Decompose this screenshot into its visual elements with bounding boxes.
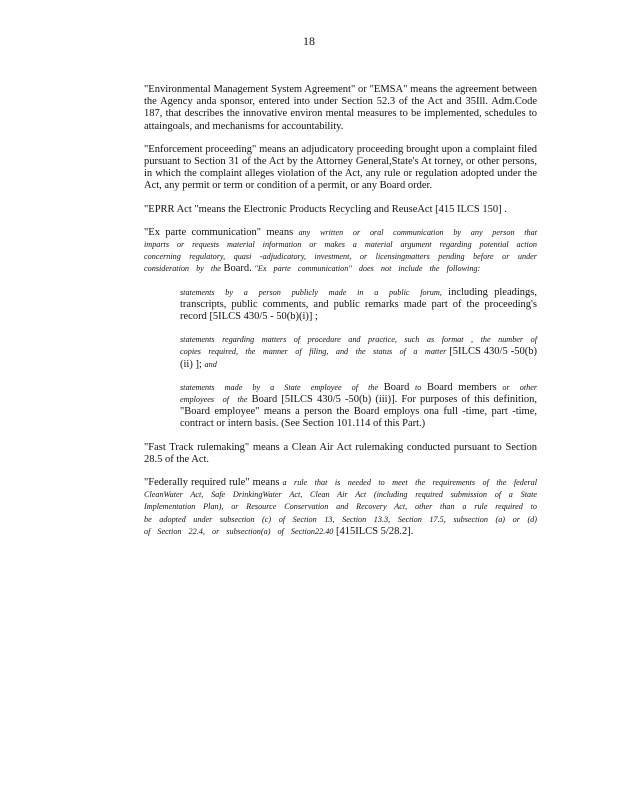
definition-ex-parte-communication — [144, 227, 537, 276]
item2-citation: [5ILCS 430/5 -50(b)(ii) ]; — [180, 346, 537, 370]
ex-parte-exclusion-intro: "Ex parte communication" does not include the following: — [254, 264, 481, 274]
term-ex-parte: "Ex parte communication" means — [144, 226, 294, 238]
item3-text: Board [5ILCS 430/5 -50(b) (iii)]. For purposes of this definition, "Board employee" means a person the Board employs ona full -time, part -time, contract or intern basis. (See Section 101.114 of this Part.) — [180, 394, 538, 430]
definition-emsa: "Environmental Management System Agreement" or "EMSA" means the agreement between the Agency anda sponsor, entered into under Section 52.3 of the Act and 35Ill. Adm.Code 187, that describes the innovative environ mental measures to be implemented, schedules to attaingoals, and mechanisms for accountability. — [144, 84, 537, 132]
item3-board-1: Board — [383, 381, 410, 393]
federal-citation: [415ILCS 5/28.2]. — [336, 525, 414, 537]
ex-parte-statutory-text: any written or oral communication by any person that imparts or requests material information or makes a material argument regarding potential action concerning regulatory, quasi -adjudicatory, investment, or licensingmatters pending before or under consideration by the — [144, 227, 537, 274]
item1-text: including pleadings, transcripts, public comments, and public remarks made part of the proceeding's record [5ILCS 430/5 - 50(b)(i)] ; — [180, 286, 538, 323]
definition-fast-track-rulemaking: "Fast Track rulemaking" means a Clean Air Act rulemaking conducted pursuant to Section 28.5 of the Act. — [144, 441, 537, 465]
board-word: Board. — [223, 263, 252, 275]
federal-statutory-text: a rule that is needed to meet the requirements of the federal CleanWater Act, Safe DrinkingWater Act, Clean Air Act (including required submission of a State Implementation Plan), or Resource Conservation and Recovery Act, other than a rule required to be adopted under subsection (c) of Section 13, Section 13.3, Section 17.5, subsection (a) or (d) of Section 22.4, or subsection(a) of Section22.40 — [144, 478, 538, 536]
item1-statutory-text: statements by a person publicly made in a public forum, — [180, 287, 442, 297]
definition-enforcement-proceeding: "Enforcement proceeding" means an adjudicatory proceeding brought upon a complaint filed pursuant to Section 31 of the Act by the Attorney General,State's At torney, or other persons, in which the complaint alleges violation of the Act, any rule or regulation adopted under the Act, any permit or term or condition of a permit, or any Board order. — [144, 143, 537, 192]
exclusion-item-state-employee — [180, 382, 537, 431]
item3-statutory-text-b: to — [415, 382, 422, 392]
exclusion-item-public-statements — [180, 287, 537, 324]
exclusion-item-procedure — [180, 334, 537, 371]
item3-board-2: Board members — [427, 381, 497, 393]
definition-eprr-act: "EPRR Act "means the Electronic Products Recycling and ReuseAct [415 ILCS 150] . — [144, 203, 507, 215]
item2-statutory-text: statements regarding matters of procedure and practice, such as format , the number of copies required, the manner of filing, and the status of a matter — [180, 335, 537, 357]
definition-federally-required-rule — [144, 477, 537, 538]
item2-tail: and — [204, 359, 217, 369]
document-body — [144, 84, 537, 549]
item3-statutory-text-c: or other employees of the — [180, 382, 538, 405]
page-number: 18 — [303, 34, 315, 48]
item3-statutory-text-a: statements made by a State employee of the — [180, 382, 379, 392]
term-federally-required-rule: "Federally required rule" means — [144, 477, 280, 489]
